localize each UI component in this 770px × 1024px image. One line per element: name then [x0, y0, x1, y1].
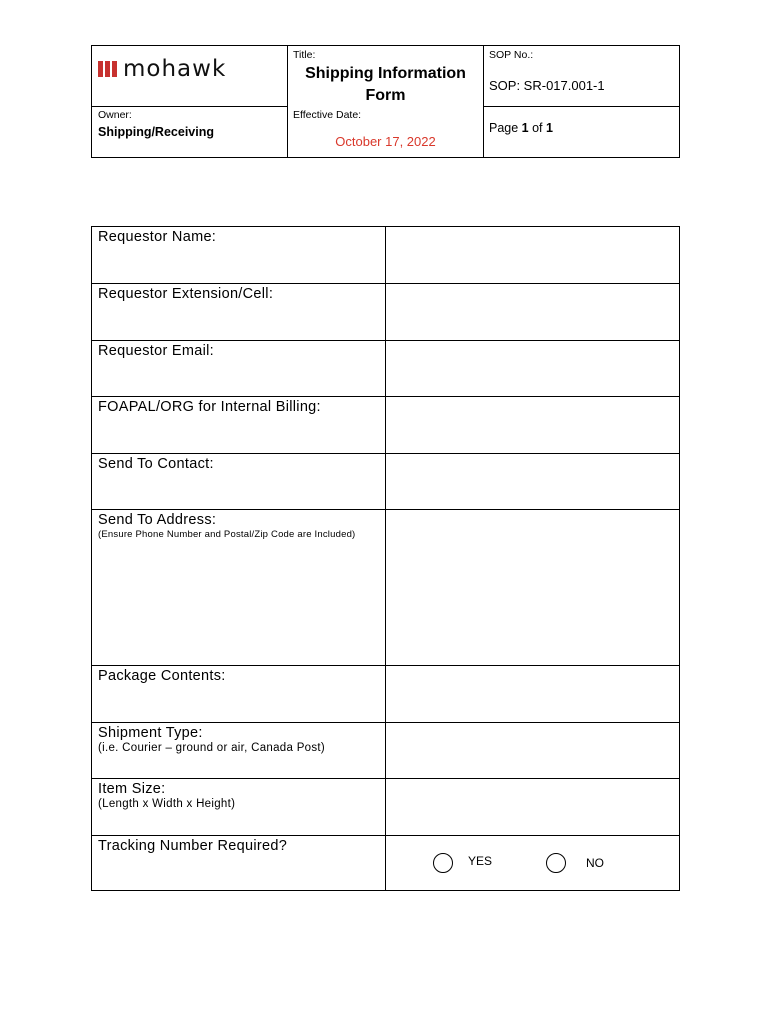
tracking-label: Tracking Number Required?	[92, 836, 386, 890]
form-row	[92, 835, 679, 890]
effective-date-text: October 17, 2022	[335, 134, 436, 149]
package-contents-label: Package Contents:	[92, 666, 386, 722]
sop-label: SOP No.:	[489, 49, 534, 61]
sop-value: SOP: SR-017.001-1	[489, 78, 605, 93]
send-contact-field[interactable]	[386, 454, 679, 509]
form-row	[92, 340, 679, 396]
item-size-label: Item Size: (Length x Width x Height)	[92, 779, 386, 835]
shipment-type-note: (i.e. Courier – ground or air, Canada Post)	[98, 742, 326, 754]
page-current: 1	[521, 121, 529, 135]
yes-radio[interactable]	[433, 853, 453, 873]
foapal-field[interactable]	[386, 397, 679, 453]
item-size-note: (Length x Width x Height)	[98, 798, 236, 810]
header-divider	[483, 106, 680, 107]
yes-label: YES	[468, 854, 493, 868]
tracking-options	[386, 836, 679, 890]
title-line: Form	[365, 87, 406, 104]
requestor-email-label: Requestor Email:	[92, 341, 386, 396]
title-line: Shipping Information	[305, 65, 466, 82]
form-row	[92, 453, 679, 509]
send-contact-label: Send To Contact:	[92, 454, 386, 509]
title-label: Title:	[293, 49, 316, 61]
form-row	[92, 665, 679, 722]
page-prefix: Page	[489, 121, 522, 135]
send-address-label: Send To Address: (Ensure Phone Number and Postal/Zip Code are Included)	[92, 510, 386, 665]
shipment-type-label: Shipment Type: (i.e. Courier – ground or air, Canada Post)	[92, 723, 386, 778]
requestor-name-field[interactable]	[386, 227, 679, 283]
owner-value: Shipping/Receiving	[98, 125, 214, 139]
form-row	[92, 227, 679, 283]
header-divider	[92, 106, 287, 107]
logo-bars-icon	[98, 61, 117, 77]
send-address-field[interactable]	[386, 510, 679, 665]
effective-date-value	[288, 134, 483, 149]
page-total: 1	[546, 121, 553, 135]
form-row	[92, 396, 679, 453]
form-row	[92, 283, 679, 340]
header-divider	[483, 46, 484, 157]
logo-text: mohawk	[123, 56, 227, 82]
form-row	[92, 509, 679, 665]
send-address-note: (Ensure Phone Number and Postal/Zip Code are Included)	[98, 529, 356, 540]
requestor-name-label: Requestor Name:	[92, 227, 386, 283]
document-title	[288, 63, 483, 107]
shipping-form	[91, 226, 680, 891]
requestor-ext-field[interactable]	[386, 284, 679, 340]
item-size-field[interactable]	[386, 779, 679, 835]
no-label: NO	[586, 856, 604, 870]
effective-date-label: Effective Date:	[293, 109, 362, 121]
document-header	[91, 45, 680, 158]
package-contents-field[interactable]	[386, 666, 679, 722]
requestor-ext-label: Requestor Extension/Cell:	[92, 284, 386, 340]
no-radio[interactable]	[546, 853, 566, 873]
foapal-label: FOAPAL/ORG for Internal Billing:	[92, 397, 386, 453]
mohawk-logo	[98, 56, 226, 82]
form-row	[92, 722, 679, 778]
owner-label: Owner:	[98, 109, 132, 121]
requestor-email-field[interactable]	[386, 341, 679, 396]
form-row	[92, 778, 679, 835]
page-of: of	[528, 121, 546, 135]
shipment-type-field[interactable]	[386, 723, 679, 778]
page-number	[489, 121, 553, 135]
